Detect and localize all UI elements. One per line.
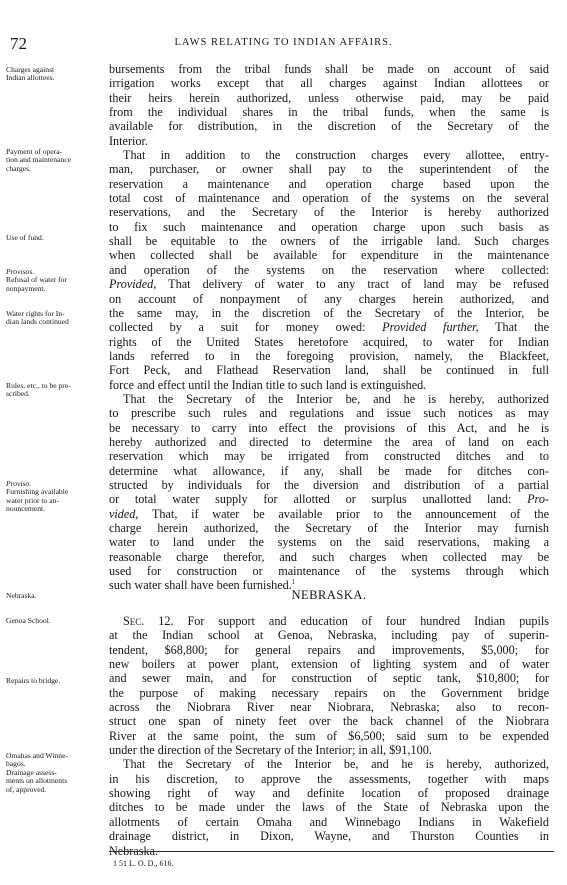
margin-note-payment: Payment of opera- tion and maintenance charges. (6, 147, 71, 173)
footnote-rule (109, 851, 554, 852)
page-number: 72 (10, 34, 27, 53)
text-line: Nebraska. (109, 843, 159, 858)
text-line: lands referred to in the foregoing provision, namely, the Blackfeet, (109, 348, 549, 363)
text-line: bursements from the tribal funds shall be made on account of said (109, 62, 549, 76)
text-line: when collected shall be available for expenditure in the maintenance (109, 248, 549, 263)
text-line: force and effect until the Indian title to such land is extinguished. (109, 377, 427, 392)
text-line: Fort Peck, and Flathead Reservation land, shall be continued in full (109, 363, 549, 378)
footnote: 1 51 L. O. D., 616. (113, 859, 174, 868)
text-line: tendent, $68,800; for general repairs and improvements, $5,000; for (109, 642, 549, 657)
text-line: new boilers at power plant, extension of lighting system and of water (109, 657, 549, 672)
text-line: reservation a maintenance and operation charge based upon the (109, 176, 549, 191)
text-line: determine what allowance, if any, shall be made for ditches con- (109, 463, 549, 478)
text-line: reservation which may be irrigated from constructed ditches and to (109, 449, 549, 464)
text-line: That the Secretary of the Interior be, and he is hereby, authorized, (123, 757, 549, 772)
text-line: struct one span of ninety feet over the back channel of the Niobrara (109, 714, 549, 729)
text-line: in his discretion, to approve the assessments, together with maps (109, 771, 549, 786)
running-title: LAWS RELATING TO INDIAN AFFAIRS. (174, 37, 393, 48)
text-line: from the individual shares in the tribal funds, when the same is (109, 105, 549, 120)
text-line: collected by a suit for money owed: Provided further, That the (109, 320, 549, 335)
text-line: reasonable charge therefor, and such charges when collected may be (109, 549, 549, 564)
footnote-marker: 1 (291, 578, 296, 587)
margin-note-nebraska: Nebraska. (6, 591, 37, 600)
text-line: at the Indian school at Genoa, Nebraska, including pay of superin- (109, 628, 549, 643)
text-line: shall be equitable to the owners of the irrigable land. Such charges (109, 234, 549, 249)
text-line: hereby authorized and directed to determine the area of land on each (109, 434, 549, 449)
margin-note-genoa: Genoa School. (6, 616, 51, 625)
margin-note-charges: Charges against Indian allottees. (6, 65, 55, 83)
text-line: That in addition to the construction charges every allottee, entry- (123, 148, 549, 163)
text-line: such water shall have been furnished.$^1$ (109, 578, 296, 593)
text-line: on account of nonpayment of any charges herein authorized, and (109, 291, 549, 306)
text-line: across the Niobrara River near Niobrara, Nebraska; also to recon- (109, 700, 549, 715)
text-line: total cost of maintenance and operation of the systems on the several (109, 191, 549, 206)
text-line: their heirs herein authorized, unless otherwise paid, may be paid (109, 90, 549, 105)
text-line: available for distribution, in the discretion of the Secretary of the (109, 119, 549, 134)
text-line: River at the same point, the sum of $6,500; said sum to be expended (109, 728, 549, 743)
text-line: reservations, and the Secretary of the Interior is hereby authorized (109, 205, 549, 220)
margin-note-use-of-fund: Use of fund. (6, 233, 44, 242)
text-line: rights of the United States heretofore acquired, to water for Indian (109, 334, 549, 349)
body-text-irrigation (109, 62, 549, 593)
text-line: to fix such maintenance and operation charge upon such basis as (109, 219, 549, 234)
margin-note-omahas: Omahas and Winne- bagos. Drainage assess- ments on allotments of, approved. (6, 751, 68, 794)
text-line: the same may, in the discretion of the Secretary of the Interior, be (109, 305, 549, 320)
text-line: Sec. 12. For support and education of four hundred Indian pupils (123, 614, 549, 628)
text-line: vided, That, if water be available prior to the announcement of the (109, 506, 549, 521)
text-line: allotments of certain Omaha and Winnebago Indians in Wakefield (109, 814, 549, 829)
margin-note-proviso: Proviso. Furnishing available water prior to an- nouncement. (6, 479, 69, 514)
text-line: drainage district, in Dixon, Wayne, and Thurston Counties in (109, 829, 549, 844)
text-line: be necessary to carry into effect the provisions of this Act, and he is (109, 420, 549, 435)
text-line: irrigation works except that all charges against Indian allottees or (109, 76, 549, 91)
text-line: the purpose of making necessary repairs on the Government bridge (109, 685, 549, 700)
margin-note-water-rights: Water rights for In- dian lands continued (6, 309, 69, 327)
text-line: water to land under the systems on the said reservations, making a (109, 535, 549, 550)
text-line: Interior. (109, 133, 148, 148)
text-line: and operation of the systems on the reservation where collected: (109, 262, 549, 277)
text-line: under the direction of the Secretary of the Interior; in all, $91,100. (109, 743, 432, 758)
section-heading: NEBRASKA. (291, 588, 367, 602)
text-line: structed by individuals for the diversion and distribution of a partial (109, 477, 549, 492)
text-line: charge herein authorized, the Secretary of the Interior may furnish (109, 521, 549, 535)
margin-note-provisos: Provisos. Refusal of water for nonpayment. (6, 267, 67, 293)
text-line: used for construction or maintenance of the systems through which (109, 564, 549, 579)
margin-note-rules: Rules, etc., to be pre- scribed. (6, 381, 71, 399)
body-text-nebraska (109, 614, 549, 858)
text-line: or total water supply for allotted or surplus unallotted land: Pro- (109, 492, 549, 507)
margin-note-bridge: Repairs to bridge. (6, 676, 61, 685)
text-line: That the Secretary of the Interior be, and he is hereby, authorized (123, 391, 549, 406)
text-line: man, purchaser, or owner shall pay to the superintendent of the (109, 162, 549, 177)
text-line: showing right of way and definite location of proposed drainage (109, 786, 549, 801)
text-line: Provided, That delivery of water to any tract of land may be refused (109, 277, 549, 292)
text-line: and sewer main, and for construction of septic tank, $10,800; for (109, 671, 549, 686)
page-header (10, 34, 557, 52)
text-line: ditches to be made under the laws of the State of Nebraska upon the (109, 800, 549, 815)
text-line: to prescribe such rules and regulations and issue such notices as may (109, 406, 549, 421)
